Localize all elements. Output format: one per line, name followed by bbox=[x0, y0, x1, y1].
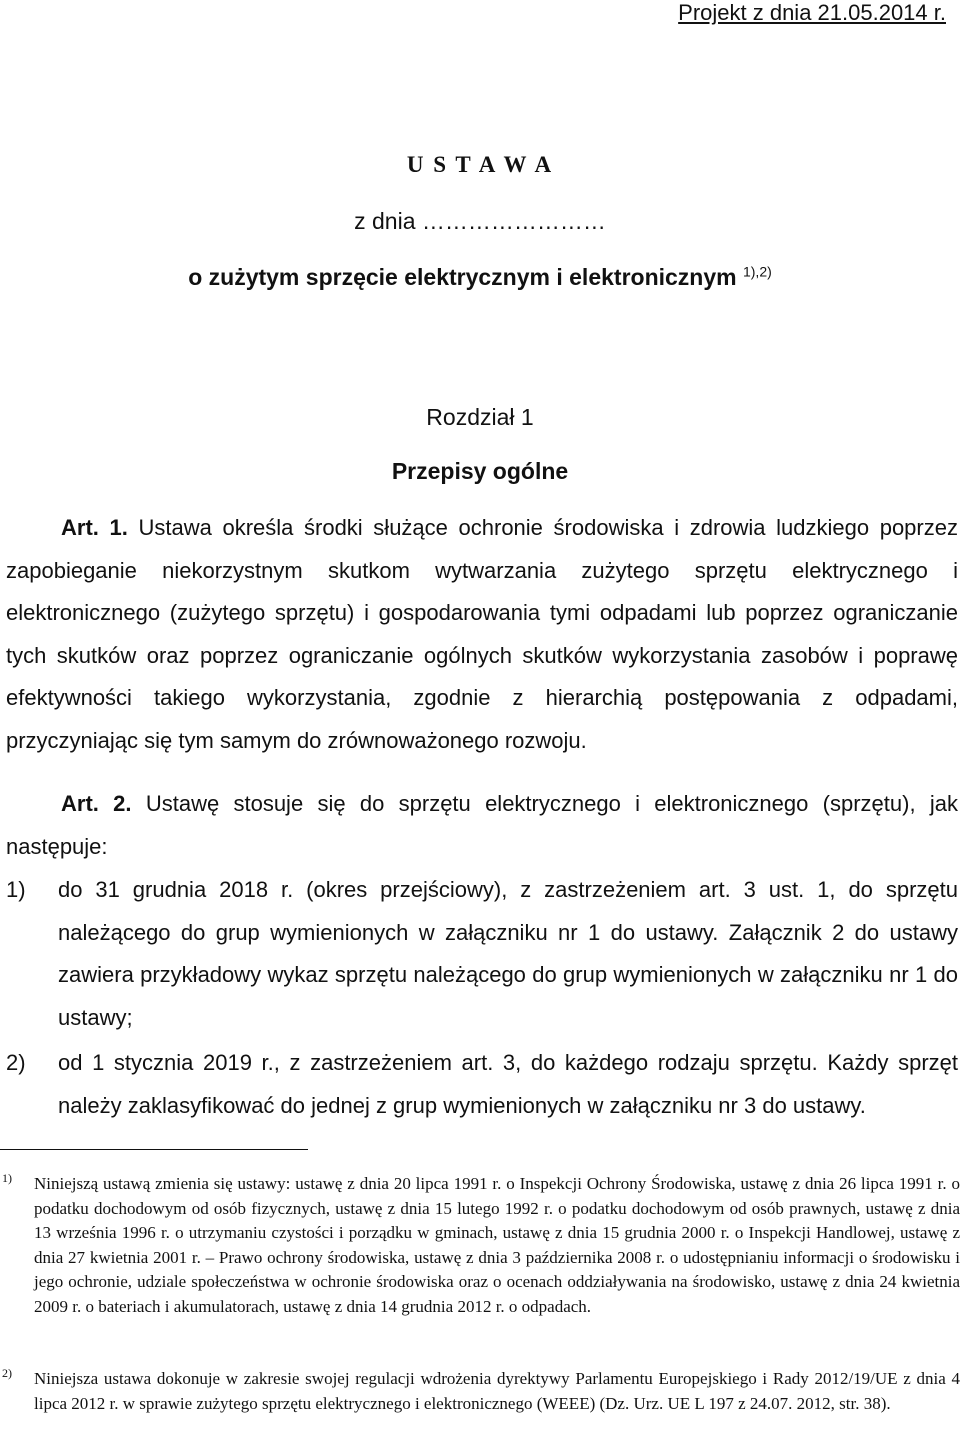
act-heading: U S T A W A bbox=[406, 152, 554, 177]
article-1-text: Ustawa określa środki służące ochronie środowiska i zdrowia ludzkiego poprzez zapobieganie niekorzystnym skutkom wytwarzania zużytego sprzętu elektrycznego i elektronicznego (zużytego sprzętu) i gospodarowania tymi odpadami lub poprzez ograniczanie tych skutków oraz poprzez ograniczanie ogólnych skutków wykorzystania zasobów i poprawę efektywności takiego wykorzystania, zgodnie z hierarchią postępowania z odpadami, przyczyniając się tym samym do zrównoważonego rozwoju. bbox=[6, 515, 958, 753]
article-2-label: Art. 2. bbox=[61, 791, 132, 816]
act-title-text: o zużytym sprzęcie elektrycznym i elektronicznym bbox=[188, 264, 737, 290]
list-item-2 bbox=[6, 1042, 958, 1127]
list-item bbox=[6, 1042, 958, 1127]
chapter-label: Rozdział 1 bbox=[426, 404, 534, 430]
chapter-name: Przepisy ogólne bbox=[391, 458, 569, 484]
article-1 bbox=[6, 507, 958, 762]
act-title bbox=[0, 264, 960, 291]
footnote-mark: 2) bbox=[2, 1366, 12, 1380]
list-item-text: do 31 grudnia 2018 r. (okres przejściowy), z zastrzeżeniem art. 3 ust. 1, do sprzętu należącego do grup wymienionych w załączniku nr 1 do ustawy. Załącznik 2 do ustawy zawiera przykładowy wykaz sprzętu należącego do grup wymienionych w załączniku nr 1 do ustawy; bbox=[58, 877, 958, 1030]
act-date-line: z dnia …………………… bbox=[354, 208, 606, 234]
footnote-text: Niniejsza ustawa dokonuje w zakresie swojej regulacji wdrożenia dyrektywy Parlamentu Europejskiego i Rady 2012/19/UE z dnia 4 lipca 2012 r. w sprawie zużytego sprzętu elektrycznego i elektronicznego (WEEE) (Dz. Urz. UE L 197 z 24.07. 2012, str. 38). bbox=[34, 1369, 960, 1413]
list-item-number: 1) bbox=[6, 877, 26, 902]
footnote-separator bbox=[0, 1149, 308, 1150]
list-item bbox=[6, 869, 958, 1039]
article-1-label: Art. 1. bbox=[61, 515, 128, 540]
footnote-mark: 1) bbox=[2, 1171, 12, 1185]
footnote-1 bbox=[0, 1172, 960, 1320]
project-date-header: Projekt z dnia 21.05.2014 r. bbox=[678, 0, 946, 25]
article-2-text: Ustawę stosuje się do sprzętu elektrycznego i elektronicznego (sprzętu), jak następuje: bbox=[6, 791, 958, 859]
article-2 bbox=[6, 783, 958, 868]
list-item-text: od 1 stycznia 2019 r., z zastrzeżeniem art. 3, do każdego rodzaju sprzętu. Każdy sprzęt należy zaklasyfikować do jednej z grup wymienionych w załączniku nr 3 do ustawy. bbox=[58, 1050, 958, 1118]
list-item-number: 2) bbox=[6, 1050, 26, 1075]
act-title-footnote-ref: 1),2) bbox=[742, 263, 772, 280]
footnote-2 bbox=[0, 1367, 960, 1416]
footnote-text: Niniejszą ustawą zmienia się ustawy: ustawę z dnia 20 lipca 1991 r. o Inspekcji Ochrony Środowiska, ustawę z dnia 26 lipca 1991 r. o podatku dochodowym od osób fizycznych, ustawę z dnia 15 lutego 1992 r. o podatku dochodowym od osób prawnych, ustawę z dnia 13 września 1996 r. o utrzymaniu czystości i porządku w gminach, ustawę z dnia 15 grudnia 2000 r. o Inspekcji Handlowej, ustawę z dnia 27 kwietnia 2001 r. – Prawo ochrony środowiska, ustawę z dnia 3 października 2008 r. o udostępnianiu informacji o środowisku i jego ochronie, udziale społeczeństwa w ochronie środowiska oraz o ocenach oddziaływania na środowisko, ustawę z dnia 24 kwietnia 2009 r. o bateriach i akumulatorach, ustawę z dnia 14 grudnia 2012 r. o odpadach. bbox=[34, 1174, 960, 1316]
list-item-1 bbox=[6, 869, 958, 1039]
